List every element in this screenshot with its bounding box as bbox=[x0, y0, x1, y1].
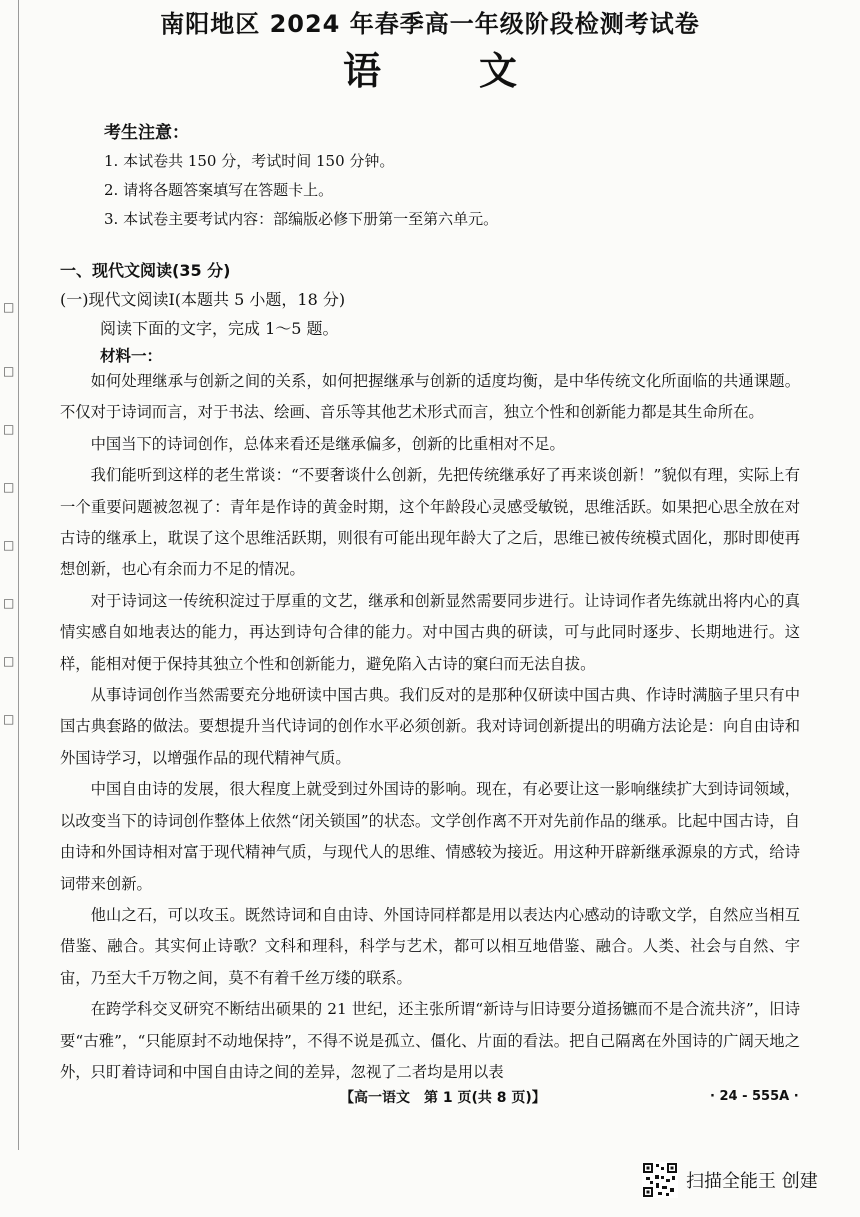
binding-mark: □ bbox=[3, 422, 15, 436]
passage-paragraph: 在跨学科交叉研究不断结出硕果的 21 世纪，还主张所谓“新诗与旧诗要分道扬镳而不是合流共济”，旧诗要“古雅”，“只能原封不动地保持”，不得不说是孤立、僵化、片面的看法。把自己隔离在外国诗的广阔天地之外，只盯着诗词和中国自由诗之间的差异，忽视了二者均是用以表 bbox=[60, 1000, 800, 1081]
scanner-watermark bbox=[642, 1162, 818, 1198]
material-label: 材料一： bbox=[100, 347, 163, 365]
subject-text: 语文 bbox=[342, 49, 615, 93]
binding-mark: □ bbox=[3, 480, 15, 494]
binding-mark: □ bbox=[3, 712, 15, 726]
binding-mark: □ bbox=[3, 538, 15, 552]
section-instruction: 阅读下面的文字，完成 1～5 题。 bbox=[100, 319, 339, 338]
passage-paragraph: 对于诗词这一传统积淀过于厚重的文艺，继承和创新显然需要同步进行。让诗词作者先练就出将内心的真情实感自如地表达的能力，再达到诗句合律的能力。对中国古典的研读，可与此同时逐步、长期地进行。这样，能相对便于保持其独立个性和创新能力，避免陷入古诗的窠臼而无法自拔。 bbox=[60, 591, 800, 673]
exam-title: 南阳地区 2024 年春季高一年级阶段检测考试卷 bbox=[160, 10, 700, 38]
notice-item: 3. 本试卷主要考试内容：部编版必修下册第一至第六单元。 bbox=[104, 210, 499, 228]
binding-mark: □ bbox=[3, 364, 15, 378]
section-title: 一、现代文阅读(35 分) bbox=[60, 261, 231, 280]
exam-subject bbox=[0, 40, 860, 95]
binding-mark: □ bbox=[3, 596, 15, 610]
binding-line bbox=[18, 0, 19, 1150]
passage-paragraph: 中国自由诗的发展，很大程度上就受到过外国诗的影响。现在，有必要让这一影响继续扩大到诗词领域，以改变当下的诗词创作整体上依然“闭关锁国”的状态。文学创作离不开对先前作品的继承。比起中国古诗，自由诗和外国诗相对富于现代精神气质，与现代人的思维、情感较为接近。用这种开辟新继承源泉的方式，给诗词带来创新。 bbox=[60, 780, 800, 893]
binding-mark: □ bbox=[3, 300, 15, 314]
qr-code-icon bbox=[642, 1162, 678, 1198]
passage-paragraph: 我们能听到这样的老生常谈：“不要奢谈什么创新，先把传统继承好了再来谈创新！”貌似有理，实际上有一个重要问题被忽视了：青年是作诗的黄金时期，这个年龄段心灵感受敏锐，思维活跃。如果把心思全放在对古诗的继承上，耽误了这个思维活跃期，则很有可能出现年龄大了之后，思维已被传统模式固化，那时即使再想创新，也心有余而力不足的情况。 bbox=[60, 466, 800, 579]
notice-item: 1. 本试卷共 150 分，考试时间 150 分钟。 bbox=[104, 152, 395, 170]
passage-paragraph: 他山之石，可以攻玉。既然诗词和自由诗、外国诗同样都是用以表达内心感动的诗歌文学，自然应当相互借鉴、融合。其实何止诗歌？文科和理科，科学与艺术，都可以相互地借鉴、融合。人类、社会与自然、宇宙，乃至大千万物之间，莫不有着千丝万缕的联系。 bbox=[60, 905, 800, 987]
passage-paragraph: 如何处理继承与创新之间的关系，如何把握继承与创新的适度均衡，是中华传统文化所面临的共通课题。不仅对于诗词而言，对于书法、绘画、音乐等其他艺术形式而言，独立个性和创新能力都是其生命所在。 bbox=[60, 372, 800, 422]
passage-paragraph: 从事诗词创作当然需要充分地研读中国古典。我们反对的是那种仅研读中国古典、作诗时满脑子里只有中国古典套路的做法。要想提升当代诗词的创作水平必须创新。我对诗词创新提出的明确方法论是：向自由诗和外国诗学习，以增强作品的现代精神气质。 bbox=[60, 686, 800, 767]
binding-margin-marks bbox=[0, 300, 18, 760]
notice-item: 2. 请将各题答案填写在答题卡上。 bbox=[104, 181, 334, 199]
footer-page-label: 【高一语文 第 1 页(共 8 页)】 bbox=[340, 1090, 546, 1106]
binding-mark: □ bbox=[3, 654, 15, 668]
scanner-label: 扫描全能王 创建 bbox=[686, 1171, 818, 1192]
reading-passage bbox=[60, 366, 800, 1088]
section-subtitle: (一)现代文阅读Ⅰ(本题共 5 小题，18 分) bbox=[60, 290, 346, 309]
notice-heading: 考生注意： bbox=[104, 123, 189, 143]
passage-paragraph: 中国当下的诗词创作，总体来看还是继承偏多，创新的比重相对不足。 bbox=[90, 434, 565, 453]
footer-code: · 24 - 555A · bbox=[710, 1089, 799, 1104]
candidate-notice bbox=[104, 118, 804, 234]
